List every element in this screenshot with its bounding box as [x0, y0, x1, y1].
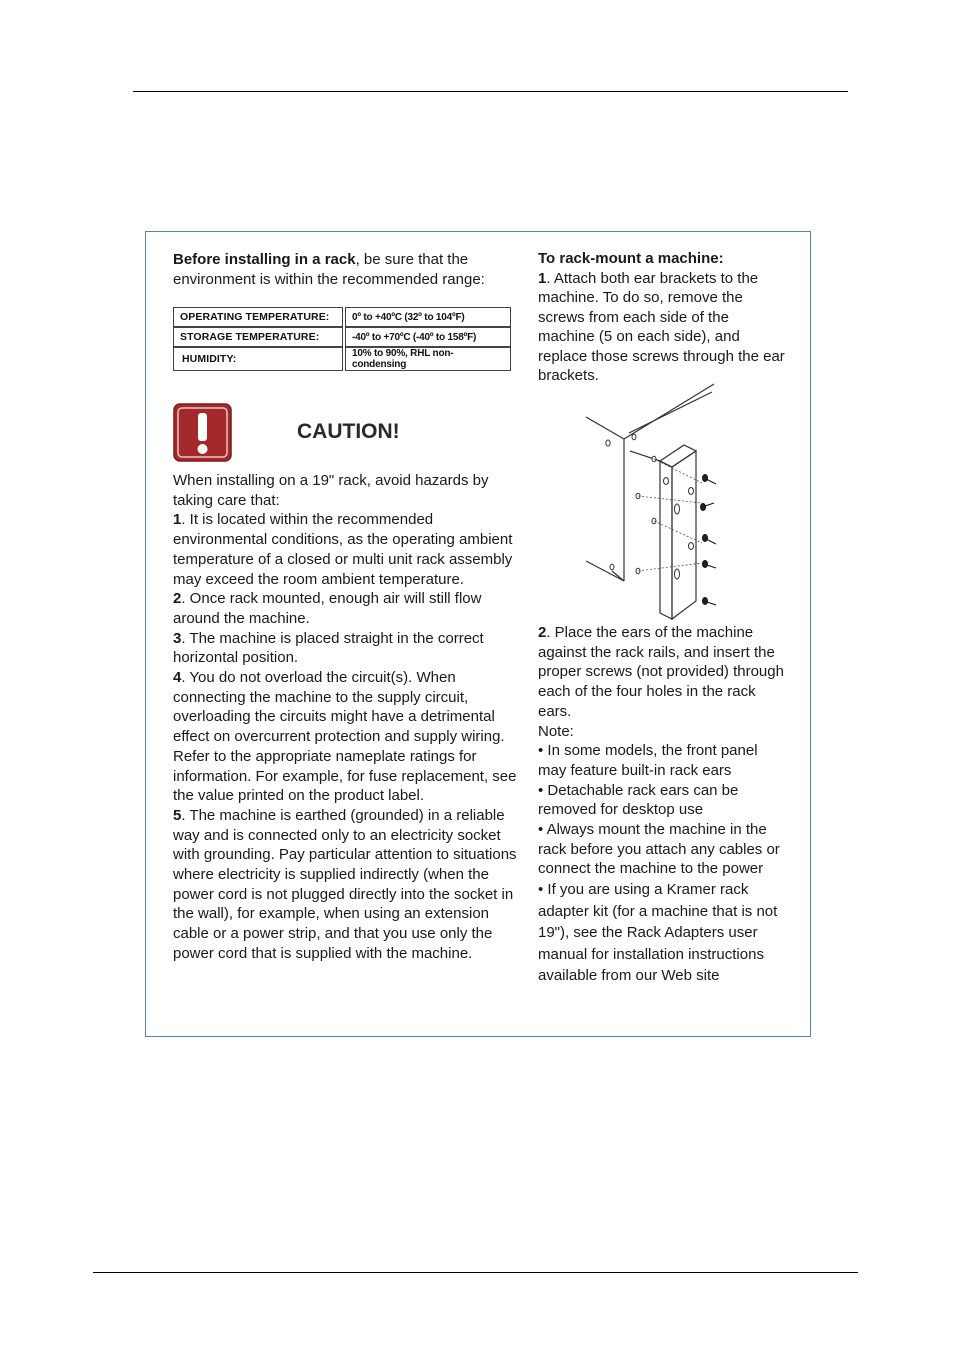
- caution-intro: When installing on a 19" rack, avoid hazards by taking care that:: [173, 472, 489, 509]
- table-row: [173, 327, 511, 347]
- step-2: [538, 623, 788, 722]
- step-text: . Attach both ear brackets to the machine. To do so, remove the screws from each side of the machine (5 on each side), and replace those screws through the ear brackets.: [538, 269, 785, 384]
- env-label: OPERATING TEMPERATURE:: [173, 307, 343, 327]
- env-label: STORAGE TEMPERATURE:: [173, 327, 343, 347]
- item-number: 4: [173, 669, 182, 687]
- item-text: . It is located within the recommended environmental conditions, as the operating ambient temperature of a closed or multi unit rack assembly may exceed the room ambient temperature.: [173, 511, 513, 588]
- caution-list: [173, 471, 525, 964]
- step-number: 1: [538, 269, 547, 287]
- item-text: . Once rack mounted, enough air will still flow around the machine.: [173, 590, 482, 627]
- list-item: [173, 629, 525, 668]
- table-row: [173, 307, 511, 327]
- env-value: 10% to 90%, RHL non-condensing: [345, 347, 511, 371]
- list-item: [173, 668, 525, 806]
- caution-title: CAUTION!: [297, 420, 400, 443]
- intro-rest: , be sure that the environment is within the recommended range:: [173, 251, 485, 288]
- step-number: 2: [538, 624, 547, 641]
- note-item: • If you are using a Kramer rack adapter kit (for a machine that is not 19"), see the Rack Adapters user manual for installation instructions available from our Web site: [538, 881, 778, 985]
- item-text: . You do not overload the circuit(s). When connecting the machine to the supply circuit, overloading the circuits might have a detrimental effect on overcurrent protection and supply wiring. Refer to the appropriate nameplate ratings for information. For example, for fuse replacement, see the value printed on the product label.: [173, 669, 517, 805]
- list-item: [173, 589, 525, 628]
- environment-table: [173, 307, 511, 371]
- item-number: 1: [173, 511, 182, 529]
- note-item: • Detachable rack ears can be removed for desktop use: [538, 781, 739, 819]
- item-text: . The machine is earthed (grounded) in a reliable way and is connected only to an electricity socket with grounding. Pay particular attention to situations where electricity is supplied indirectly (when the power cord is not plugged directly into the socket in the wall), for example, when using an extension cable or a power strip, and that you use only the power cord that is supplied with the machine.: [173, 806, 517, 962]
- step-text: . Place the ears of the machine against the rack rails, and insert the proper screws (not provided) through each of the four holes in the rack ears.: [538, 624, 784, 720]
- rack-mount-steps: [538, 249, 788, 386]
- list-item: [173, 806, 525, 964]
- item-number: 3: [173, 629, 182, 647]
- rack-ear-bracket-diagram: [584, 381, 719, 621]
- item-number: 2: [173, 590, 182, 608]
- table-row: [173, 347, 511, 371]
- environment-intro: [173, 250, 523, 290]
- list-item: [173, 510, 525, 589]
- step-1: [538, 269, 788, 386]
- note-item: • In some models, the front panel may feature built-in rack ears: [538, 742, 758, 779]
- header-rule: [133, 91, 848, 92]
- item-number: 5: [173, 806, 182, 824]
- exclamation-warning-icon: [173, 403, 232, 462]
- rack-mount-step-2: [538, 623, 788, 987]
- env-value: 0º to +40ºC (32º to 104ºF): [345, 307, 511, 327]
- env-value: -40º to +70ºC (-40º to 158ºF): [345, 327, 511, 347]
- footer-rule: [93, 1272, 858, 1273]
- item-text: . The machine is placed straight in the correct horizontal position.: [173, 629, 484, 667]
- env-label: HUMIDITY:: [173, 347, 343, 371]
- note-item: • Always mount the machine in the rack before you attach any cables or connect the machine to the power: [538, 821, 780, 878]
- note-label: Note:: [538, 722, 574, 740]
- rack-mount-heading: To rack-mount a machine:: [538, 250, 724, 267]
- intro-bold: Before installing in a rack: [173, 251, 356, 268]
